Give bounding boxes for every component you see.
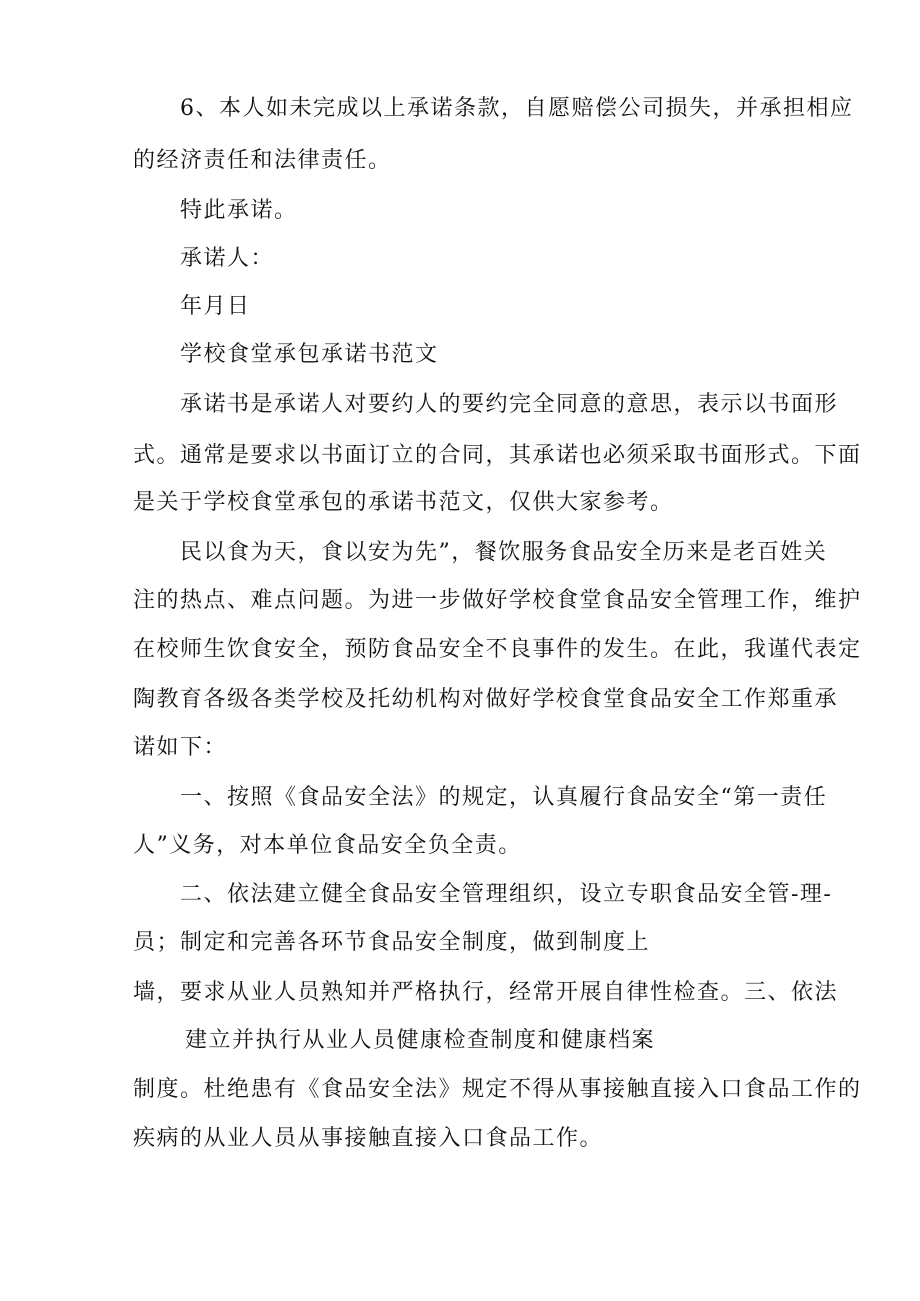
text-line: 人”义务，对本单位食品安全负全责。	[133, 833, 522, 858]
text-line: 年月日	[180, 294, 251, 319]
text-line: 一、按照《食品安全法》的规定，认真履行食品安全“第一责任	[180, 785, 828, 810]
text-line: 疾病的从业人员从事接触直接入口食品工作。	[133, 1126, 604, 1151]
text-line: 的经济责任和法律责任。	[133, 148, 392, 173]
text-line: 是关于学校食堂承包的承诺书范文，仅供大家参考。	[133, 490, 674, 515]
text-line: 陶教育各级各类学校及托幼机构对做好学校食堂食品安全工作郑重承	[133, 687, 839, 712]
text-line: 承诺书是承诺人对要约人的要约完全同意的意思，表示以书面形	[180, 392, 839, 417]
text-line: 诺如下：	[133, 735, 228, 760]
text-line: 员；制定和完善各环节食品安全制度，做到制度上	[133, 930, 651, 955]
text-line: 式。通常是要求以书面订立的合同，其承诺也必须采取书面形式。下面	[133, 443, 862, 468]
text-line: 墙，要求从业人员熟知并严格执行，经常开展自律性检查。三、依法	[133, 980, 839, 1005]
text-line: 建立并执行从业人员健康检查制度和健康档案	[185, 1028, 656, 1053]
text-line: 承诺人：	[180, 246, 275, 271]
text-line: 在校师生饮食安全，预防食品安全不良事件的发生。在此，我谨代表定	[133, 637, 862, 662]
text-line: 制度。杜绝患有《食品安全法》规定不得从事接触直接入口食品工作的	[133, 1077, 862, 1102]
text-line: 注的热点、难点问题。为进一步做好学校食堂食品安全管理工作，维护	[133, 588, 862, 613]
text-line: 6、本人如未完成以上承诺条款，自愿赔偿公司损失，并承担相应	[180, 96, 854, 121]
document-subtitle: 学校食堂承包承诺书范文	[180, 342, 439, 367]
text-line: 民以食为天，食以安为先”，餐饮服务食品安全历来是老百姓关	[180, 540, 828, 565]
text-line: 二、依法建立健全食品安全管理组织，设立专职食品安全管-理-	[180, 882, 833, 907]
text-line: 特此承诺。	[180, 198, 298, 223]
